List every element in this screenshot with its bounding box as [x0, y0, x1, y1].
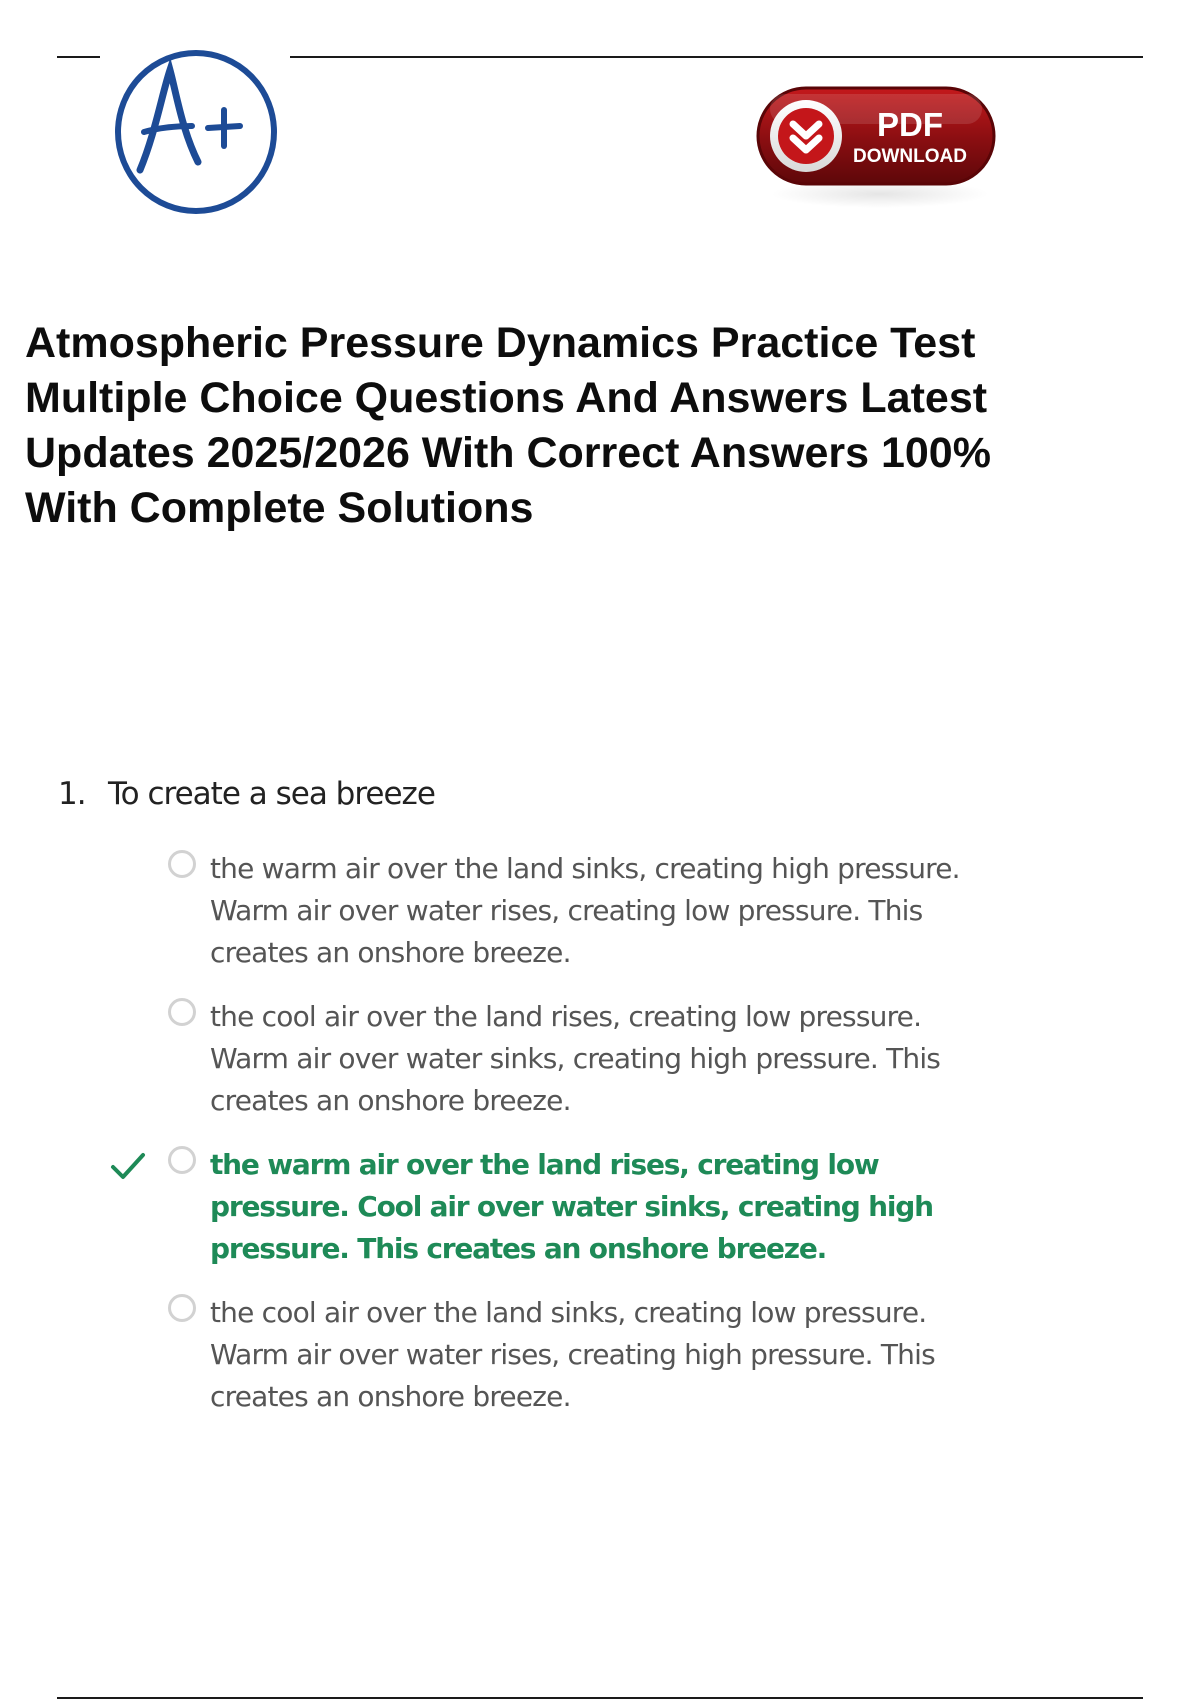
answer-option-text: the cool air over the land rises, creating low pressure. Warm air over water sinks, creating high pressure. This creates an onshore breeze. [210, 1000, 941, 1117]
answer-option-4[interactable] [108, 1292, 1008, 1418]
document-title: Atmospheric Pressure Dynamics Practice Test Multiple Choice Questions And Answers Latest Updates 2025/2026 With Correct Answers 100% With Complete Solutions [25, 319, 991, 532]
download-label: DOWNLOAD [853, 146, 967, 167]
checkmark-icon [108, 1146, 148, 1186]
question-1 [58, 772, 1058, 816]
header-rule-right [285, 56, 1143, 58]
answer-option-text: the cool air over the land sinks, creating low pressure. Warm air over water rises, creating high pressure. This creates an onshore breeze. [210, 1296, 935, 1413]
answer-option-3[interactable] [108, 1144, 1008, 1270]
radio-button[interactable] [168, 998, 196, 1026]
footer-rule [57, 1697, 1143, 1699]
question-number: 1. [58, 776, 86, 812]
answer-option-2[interactable] [108, 996, 1008, 1122]
a-plus-grade-icon [100, 44, 290, 226]
answer-option-1[interactable] [108, 848, 1008, 974]
radio-button[interactable] [168, 1146, 196, 1174]
question-text: To create a sea breeze [108, 776, 435, 812]
answer-options [108, 848, 1008, 1440]
download-chevrons-icon [770, 100, 842, 172]
answer-option-text: the warm air over the land sinks, creating high pressure. Warm air over water rises, creating low pressure. This creates an onshore breeze. [210, 852, 960, 969]
answer-option-text: the warm air over the land rises, creating low pressure. Cool air over water sinks, creating high pressure. This creates an onshore breeze. [210, 1148, 933, 1265]
header-rule-left [57, 56, 105, 58]
radio-button[interactable] [168, 850, 196, 878]
pdf-download-button[interactable] [756, 86, 996, 186]
radio-button[interactable] [168, 1294, 196, 1322]
pdf-label: PDF [877, 106, 943, 143]
